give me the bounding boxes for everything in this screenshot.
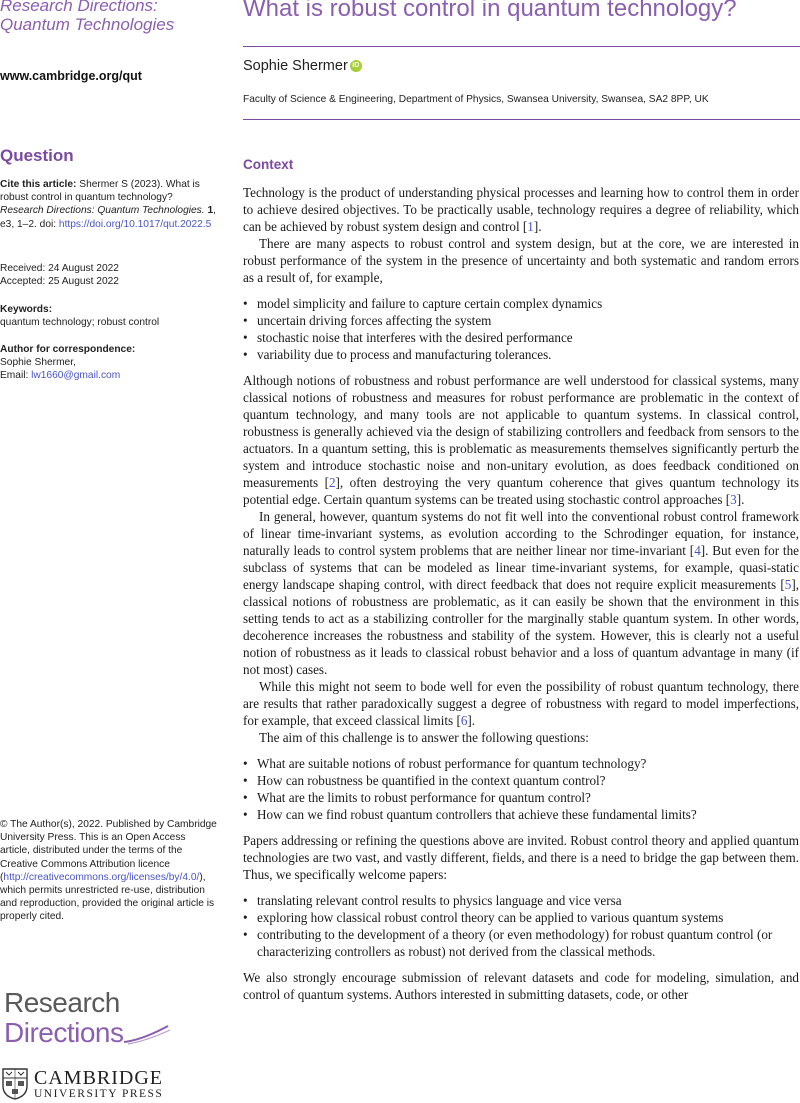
reference-link[interactable]: 1 <box>527 219 534 234</box>
correspondence-label: Author for correspondence: <box>0 344 136 355</box>
keywords-block <box>0 303 218 329</box>
list-item: • exploring how classical robust control theory can be applied to various quantum systems <box>255 909 799 926</box>
article-type-label: Question <box>0 146 74 165</box>
cite-text: Shermer S (2023). What is robust control in quantum technology? <box>0 179 200 204</box>
list-item: • What are the limits to robust performance for quantum control? <box>255 789 799 806</box>
title-divider <box>243 46 800 47</box>
paragraph: Technology is the product of understanding physical processes and learning how to control them in order to achieve desired objectives. To be practically usable, technology requires a degree of reliability, which can be achieved by robust system design and control [1]. <box>243 185 799 234</box>
paragraph: While this might not seem to bode well for even the possibility of robust quantum technology, there are results that rather paradoxically suggest a degree of robustness with regard to model imperfections, for example, that exceed classical limits [6]. <box>243 679 799 728</box>
article-title: What is robust control in quantum technology? <box>243 0 737 22</box>
reference-link[interactable]: 5 <box>784 577 792 592</box>
correspondence-name: Sophie Shermer, <box>0 357 76 369</box>
section-heading: Context <box>243 157 294 172</box>
list-item: • stochastic noise that interferes with the desired performance <box>255 329 799 346</box>
logo-line-1: Research <box>4 987 120 1018</box>
author-name: Sophie Shermer <box>243 58 348 74</box>
article-body <box>243 155 799 1003</box>
cambridge-university-press-logo <box>2 1068 163 1100</box>
paragraph: We also strongly encourage submission of relevant datasets and code for modeling, simulation, and control of quantum systems. Authors interested in submitting datasets, code, or other <box>243 970 799 1002</box>
dates-block <box>0 262 218 288</box>
license-link[interactable]: http://creativecommons.org/licenses/by/4.0/ <box>3 871 200 883</box>
license-text: © The Author(s), 2022. Published by Cambridge University Press. This is an Open Access article, distributed under the terms of the Creative Commons Attribution licence ( <box>0 819 217 883</box>
cite-label: Cite this article: <box>0 179 77 190</box>
publisher-name: CAMBRIDGE <box>34 1067 164 1089</box>
affiliation-divider <box>243 119 800 120</box>
paragraph: Papers addressing or refining the questions above are invited. Robust control theory and applied quantum technologies are two vast, and vastly different, fields, and there is a need to bridge the gap between them. Thus, we specifically welcome papers: <box>243 833 799 882</box>
email-link[interactable]: lw1660@gmail.com <box>31 370 121 382</box>
list-item: • translating relevant control results to physics language and vice versa <box>255 892 799 909</box>
journal-name: Research Directions: Quantum Technologies <box>0 0 175 34</box>
cite-pages: , e3, 1–2. doi: <box>0 205 216 230</box>
reference-link[interactable]: 6 <box>460 713 468 728</box>
list-item: • variability due to process and manufacturing tolerances. <box>255 346 799 363</box>
list-item: • What are suitable notions of robust performance for quantum technology? <box>255 755 799 772</box>
paragraph: The aim of this challenge is to answer the following questions: <box>259 730 589 745</box>
cambridge-shield-icon <box>2 1068 28 1100</box>
doi-link[interactable]: https://doi.org/10.1017/qut.2022.5 <box>58 218 212 230</box>
list-item: • How can we find robust quantum controllers that achieve these fundamental limits? <box>255 806 799 823</box>
author-row <box>243 56 362 76</box>
logo-line-2: Directions <box>4 1018 174 1048</box>
paragraph: There are many aspects to robust control and system design, but at the core, we are interested in robust performance of the system in the presence of uncertainty and both systematic and random errors as a result of, for example, <box>243 236 799 285</box>
publisher-subname: UNIVERSITY PRESS <box>34 1088 164 1100</box>
email-label: Email: <box>0 370 32 382</box>
bullet-list <box>243 295 799 363</box>
journal-url[interactable]: www.cambridge.org/qut <box>0 69 142 83</box>
list-item: • model simplicity and failure to capture certain complex dynamics <box>255 295 799 312</box>
paragraph: Although notions of robustness and robust performance are well understood for classical systems, many classical notions of robustness and measures for robust performance are problematic in the context of quantum technology, and many tools are not applicable to quantum systems. In classical control, robustness is generally achieved via the design of stabilizing controllers and feedback from sensors to the actuators. In a quantum setting, this is problematic as measurements themselves significantly perturb the system and introduce stochastic noise and non-unitary evolution, as does feedback conditioned on measurements [2], often destroying the very quantum coherence that gives quantum technology its potential edge. Certain quantum systems can be treated using stochastic control approaches [3]. <box>243 373 799 507</box>
correspondence-block <box>0 343 218 383</box>
author-affiliation: Faculty of Science & Engineering, Department of Physics, Swansea University, Swansea, SA2 8PP, UK <box>243 94 709 105</box>
reference-link[interactable]: 2 <box>328 475 336 490</box>
citation-block <box>0 178 218 231</box>
list-item: • How can robustness be quantified in the context quantum control? <box>255 772 799 789</box>
bullet-list <box>243 892 799 960</box>
keywords-label: Keywords: <box>0 304 53 315</box>
license-text-end: ), which permits unrestricted re-use, distribution and reproduction, provided the original article is properly cited. <box>0 871 215 923</box>
license-block <box>0 818 218 924</box>
reference-link[interactable]: 3 <box>730 492 737 507</box>
keywords: quantum technology; robust control <box>0 317 160 329</box>
swoosh-icon <box>122 1024 172 1046</box>
research-directions-logo <box>4 988 174 1048</box>
cite-volume: 1 <box>207 205 214 217</box>
list-item: • uncertain driving forces affecting the system <box>255 312 799 329</box>
paragraph: In general, however, quantum systems do not fit well into the conventional robust control framework of linear time-invariant systems, as evolution according to the Schrodinger equation, for instance, naturally leads to control system problems that are neither linear nor time-invariant [4]. But even for the subclass of systems that can be modeled as linear time-invariant systems, for example, quasi-static energy landscape shaping control, with direct feedback that does not require explicit measurements [5], classical notions of robustness are problematic, as it can easily be shown that the environment in this setting tends to act as a stabilizing controller for the marginally stable quantum system. In other words, decoherence increases the robustness and stability of the system. However, this is clearly not a useful notion of robustness as it leads to classical robust behavior and a loss of quantum advantage in many (if not most) cases. <box>243 509 799 677</box>
accepted-date: Accepted: 25 August 2022 <box>0 276 119 288</box>
reference-link[interactable]: 4 <box>694 543 701 558</box>
received-date: Received: 24 August 2022 <box>0 263 119 274</box>
orcid-icon[interactable]: iD <box>350 60 362 72</box>
cite-journal: Research Directions: Quantum Technologies. <box>0 205 205 217</box>
bullet-list <box>243 755 799 823</box>
sidebar <box>0 0 222 1103</box>
list-item: • contributing to the development of a theory (or even methodology) for robust quantum control (or characterizing controllers as robust) not derived from the classical methods. <box>255 926 799 960</box>
